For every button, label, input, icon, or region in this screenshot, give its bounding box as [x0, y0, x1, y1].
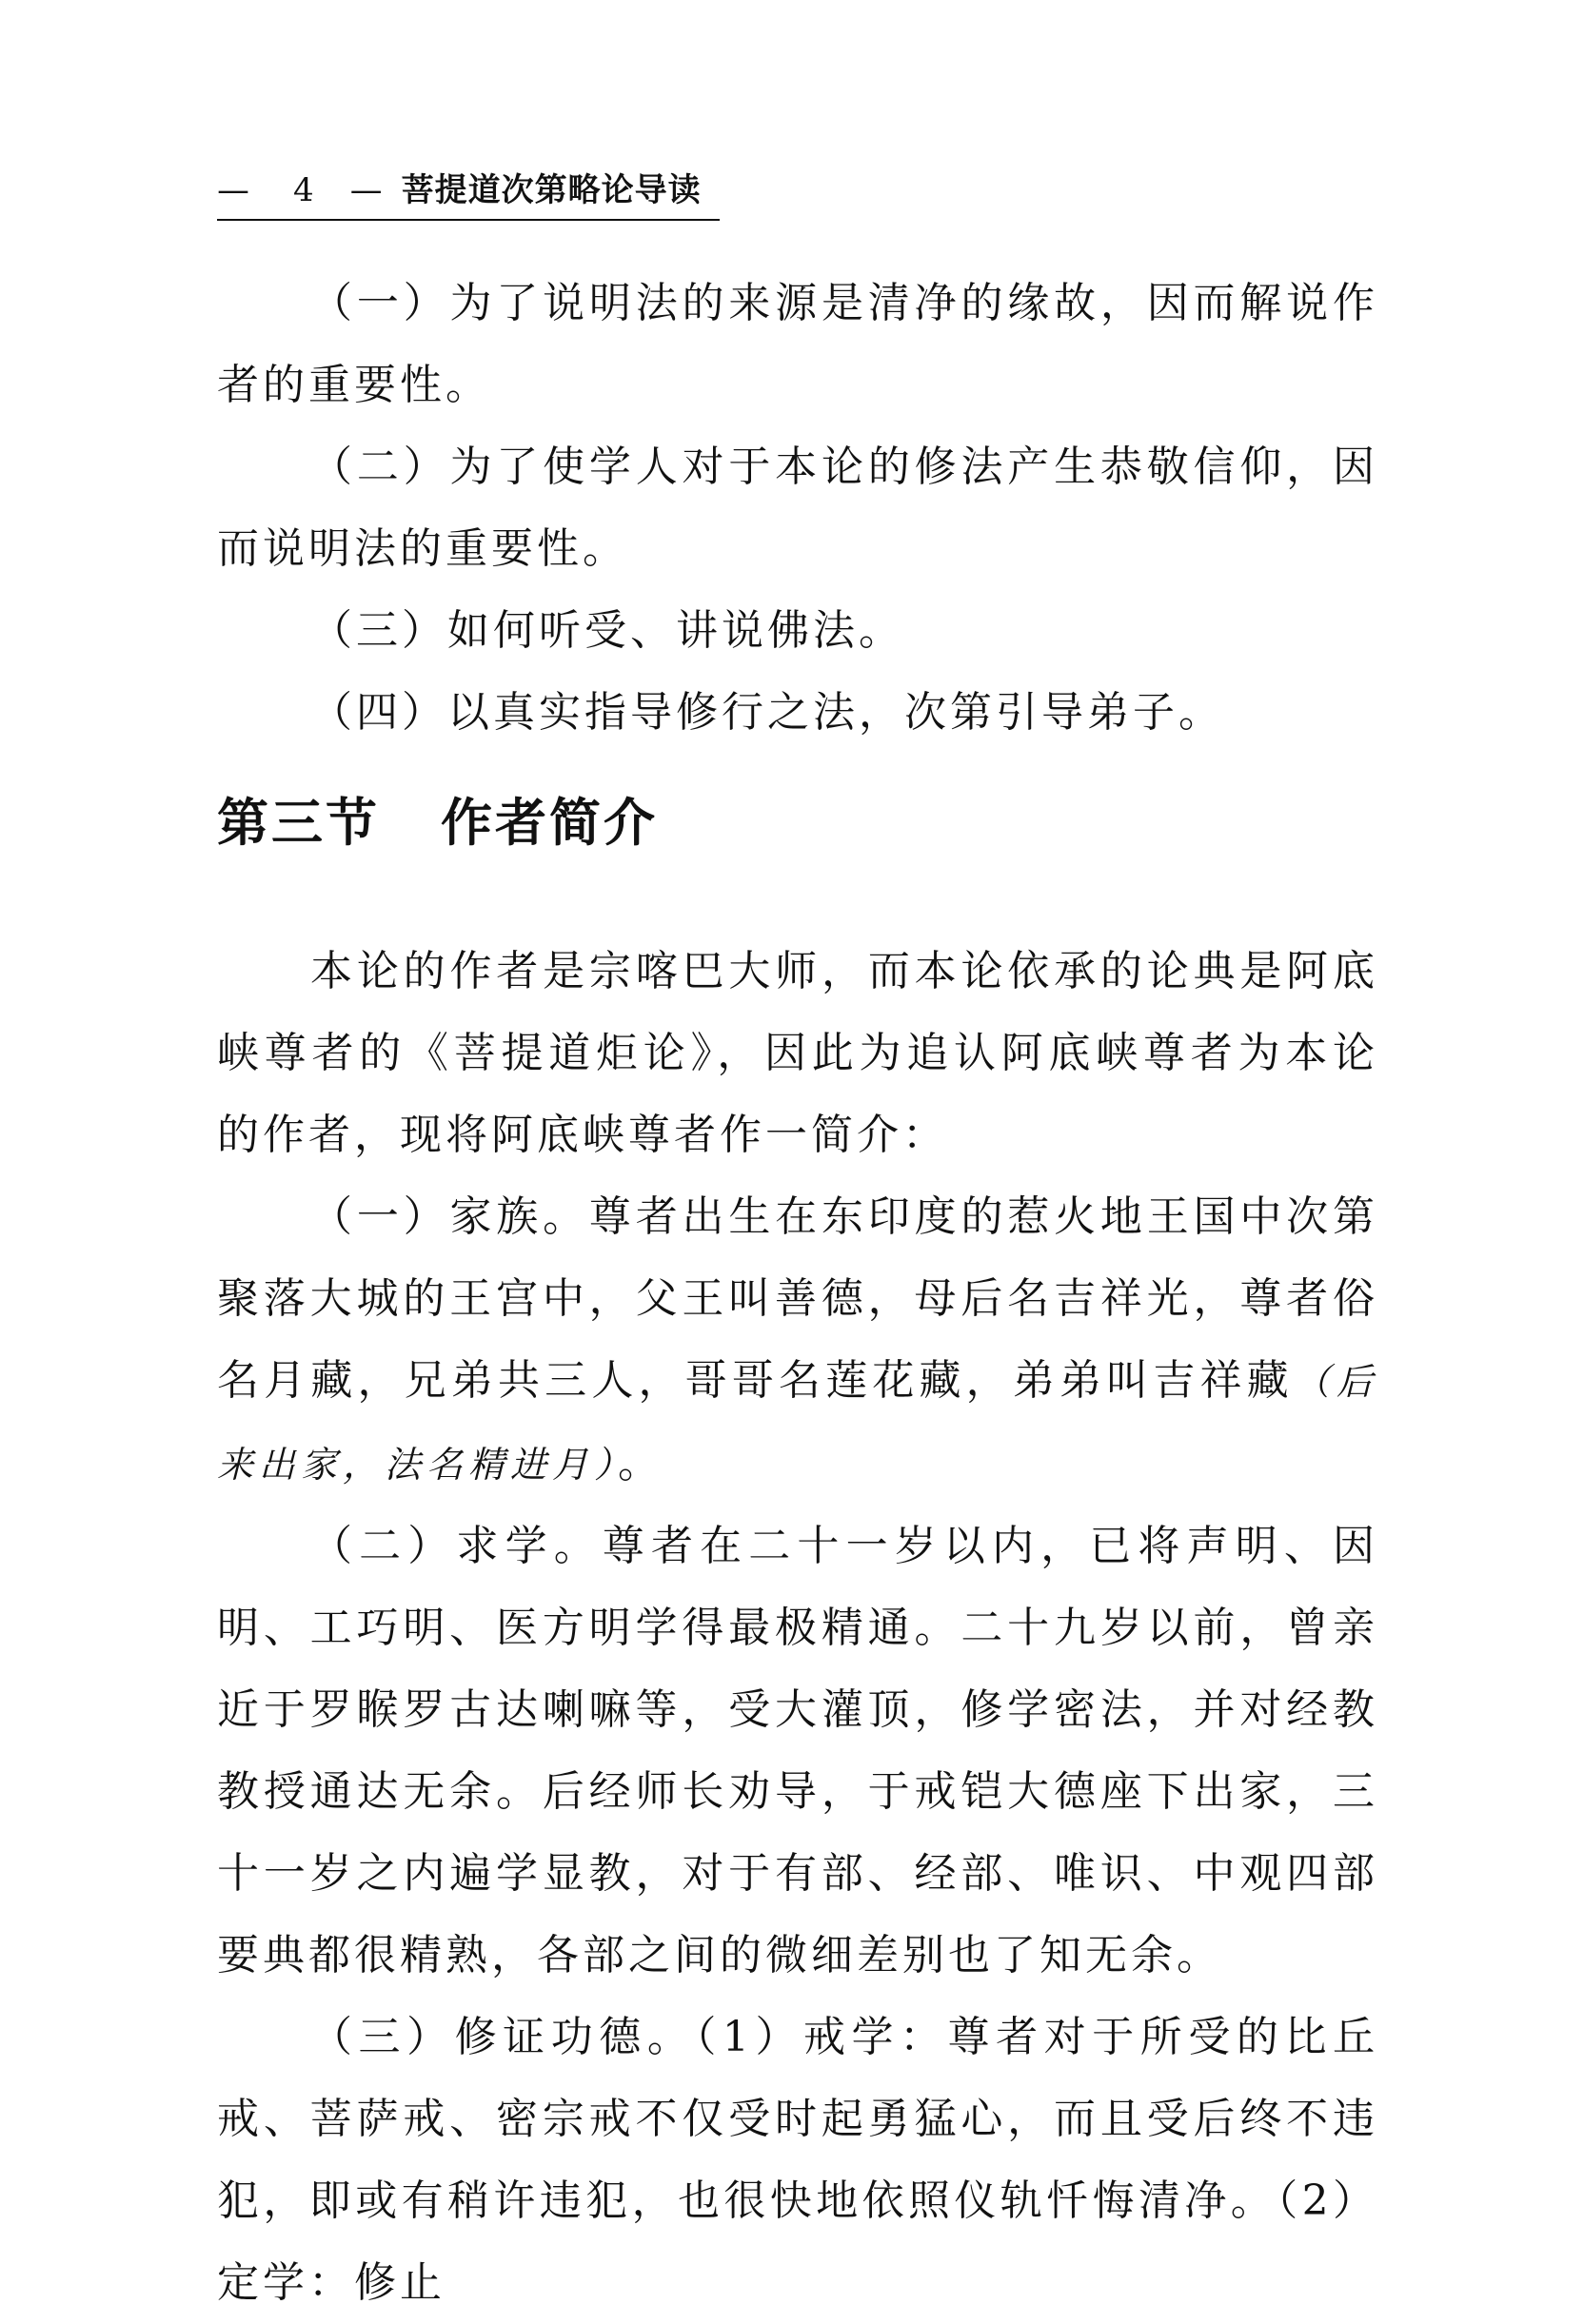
intro-item-3: （三）如何听受、讲说佛法。 [310, 606, 904, 655]
intro-item-1: （一）为了说明法的来源是清净的缘故，因而解说作者的重要性。 [217, 279, 1378, 409]
book-title: 菩提道次第略论导读 [401, 171, 702, 209]
family-note: （后来出家，法名精进月） [217, 1361, 1378, 1486]
intro-item-2: （二）为了使学人对于本论的修法产生恭敬信仰，因而说明法的重要性。 [217, 443, 1378, 573]
paragraph-author-intro: 本论的作者是宗喀巴大师，而本论依承的论典是阿底峡尊者的《菩提道炬论》，因此为追认阿底峡尊者为本论的作者，现将阿底峡尊者作一简介： [217, 947, 1378, 1159]
paragraph-study: （二）求学。尊者在二十一岁以内，已将声明、因明、工巧明、医方明学得最极精通。二十九岁以前，曾亲近于罗睺罗古达喇嘛等，受大灌顶，修学密法，并对经教教授通达无余。后经师长劝导，于戒铠大德座下出家，三十一岁之内遍学显教，对于有部、经部、唯识、中观四部要典都很精熟，各部之间的微细差别也了知无余。 [217, 1522, 1378, 1979]
section-number: 第三节 [217, 793, 380, 853]
section-title: 作者简介 [441, 793, 658, 853]
paragraph-merits: （三）修证功德。（1）戒学：尊者对于所受的比丘戒、菩萨戒、密宗戒不仅受时起勇猛心，而且受后终不违犯，即或有稍许违犯，也很快地依照仪轨忏悔清净。（2）定学：修止 [217, 2013, 1378, 2307]
family-end: 。 [618, 1439, 664, 1487]
family-text: （一）家族。尊者出生在东印度的惹火地王国中次第聚落大城的王宫中，父王叫善德，母后名吉祥光，尊者俗名月藏，兄弟共三人，哥哥名莲花藏，弟弟叫吉祥藏 [217, 1192, 1378, 1405]
paragraph-family [217, 1176, 1378, 1506]
intro-list [217, 263, 1378, 754]
page-number: 4 [293, 171, 314, 209]
intro-item-4: （四）以真实指导修行之法，次第引导弟子。 [310, 688, 1224, 737]
running-header [217, 169, 720, 221]
header-dash-left: — [217, 171, 249, 209]
section-heading [217, 790, 979, 857]
section-body [217, 931, 1378, 2324]
header-dash-right: — [349, 171, 383, 209]
